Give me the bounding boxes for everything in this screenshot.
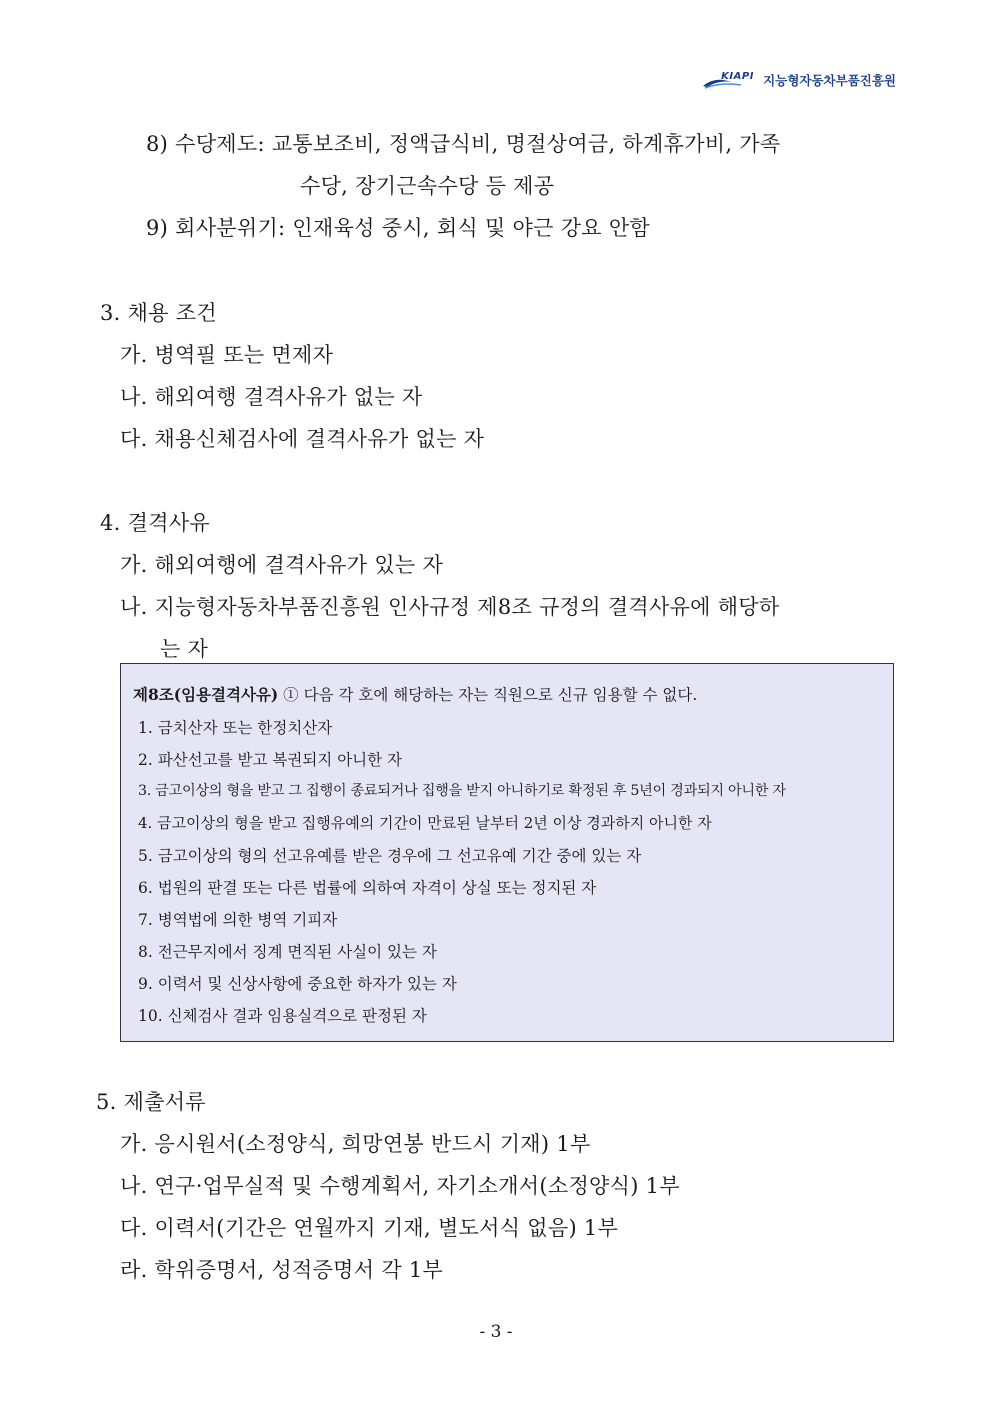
regulation-title: [133, 683, 697, 705]
section-5-item-2: 나. 연구·업무실적 및 수행계획서, 자기소개서(소정양식) 1부: [120, 1174, 680, 1198]
kiapi-logo: [701, 70, 757, 90]
section-4-item-1: 가. 해외여행에 결격사유가 있는 자: [120, 553, 444, 577]
regulation-item: 9. 이력서 및 신상사항에 중요한 하자가 있는 자: [138, 975, 457, 993]
organization-name: 지능형자동차부품진흥원: [763, 73, 896, 88]
regulation-clause: ① 다음 각 호에 해당하는 자는 직원으로 신규 임용할 수 없다.: [278, 686, 698, 704]
regulation-item: 4. 금고이상의 형을 받고 집행유예의 기간이 만료된 날부터 2년 이상 경과하지 아니한 자: [138, 814, 712, 832]
benefit-item-9: 9) 회사분위기: 인재육성 중시, 회식 및 야근 강요 안함: [146, 216, 651, 240]
benefit-item-8-cont: 수당, 장기근속수당 등 제공: [300, 174, 555, 198]
regulation-article: 제8조(임용결격사유): [133, 685, 279, 704]
regulation-item: 1. 금치산자 또는 한정치산자: [138, 719, 333, 737]
regulation-box: [120, 663, 894, 1042]
section-4-title: 4. 결격사유: [100, 511, 210, 535]
page-number: - 3 -: [479, 1322, 513, 1342]
logo-text: KIAPI: [721, 71, 754, 82]
regulation-item: 10. 신체검사 결과 임용실격으로 판정된 자: [138, 1007, 427, 1025]
section-4-item-2-cont: 는 자: [160, 637, 209, 661]
regulation-item: 3. 금고이상의 형을 받고 그 집행이 종료되거나 집행을 받지 아니하기로 확정된 후 5년이 경과되지 아니한 자: [138, 783, 786, 799]
regulation-item: 8. 전근무지에서 징계 면직된 사실이 있는 자: [138, 943, 437, 961]
section-5-title: 5. 제출서류: [96, 1090, 206, 1114]
regulation-item: 6. 법원의 판결 또는 다른 법률에 의하여 자격이 상실 또는 정지된 자: [138, 879, 597, 897]
section-5-item-4: 라. 학위증명서, 성적증명서 각 1부: [120, 1258, 444, 1282]
benefit-item-8: 8) 수당제도: 교통보조비, 정액급식비, 명절상여금, 하계휴가비, 가족: [146, 132, 781, 156]
regulation-item: 2. 파산선고를 받고 복권되지 아니한 자: [138, 751, 403, 769]
section-3-item-3: 다. 채용신체검사에 결격사유가 없는 자: [120, 427, 485, 451]
regulation-item: 7. 병역법에 의한 병역 기피자: [138, 911, 338, 929]
section-3-item-2: 나. 해외여행 결격사유가 없는 자: [120, 385, 423, 409]
section-3-item-1: 가. 병역필 또는 면제자: [120, 343, 334, 367]
section-4-item-2: 나. 지능형자동차부품진흥원 인사규정 제8조 규정의 결격사유에 해당하: [120, 595, 780, 619]
section-3-title: 3. 채용 조건: [100, 301, 217, 325]
regulation-item: 5. 금고이상의 형의 선고유예를 받은 경우에 그 선고유예 기간 중에 있는 자: [138, 847, 642, 865]
page-header: [701, 70, 896, 90]
section-5-item-1: 가. 응시원서(소정양식, 희망연봉 반드시 기재) 1부: [120, 1132, 591, 1156]
section-5-item-3: 다. 이력서(기간은 연월까지 기재, 별도서식 없음) 1부: [120, 1216, 619, 1240]
